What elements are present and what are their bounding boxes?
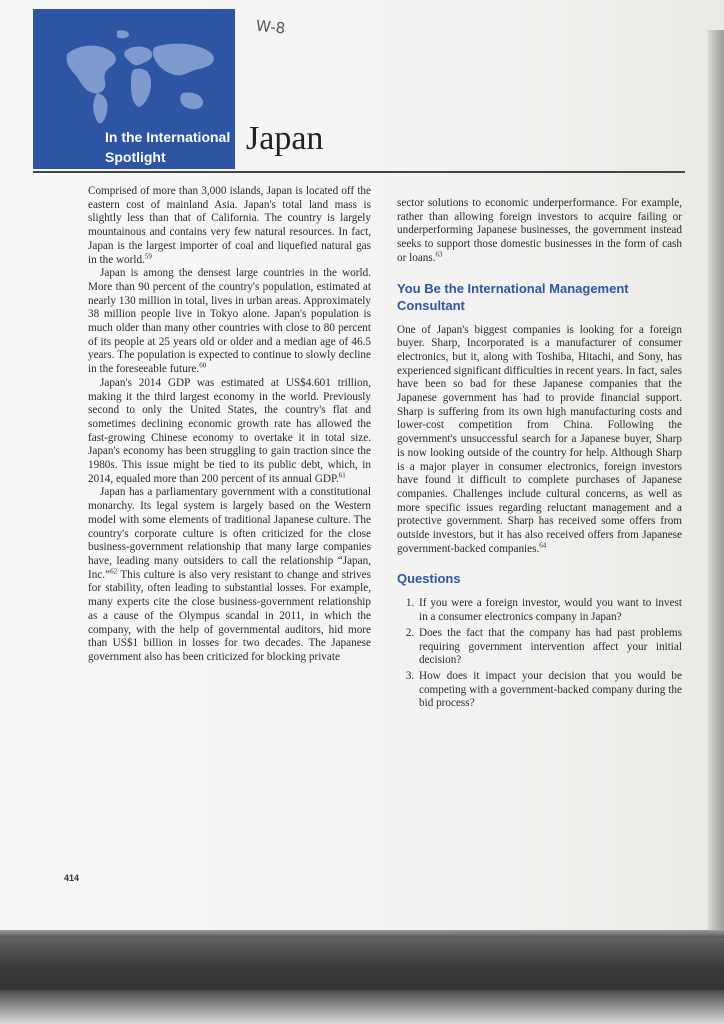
right-column: [397, 197, 682, 713]
paragraph-population: Japan is among the densest large countries in the world. More than 90 percent of the country's population, estimated at nearly 130 million in total, lives in urban areas. Approximately 38 million people live in Tokyo alone. Japan's population is much older than many other countries with close to 80 percent of its people at 25 years old or older and a median age of 46.5 years. The population is expected to continue to slowly decline in the foreseeable future.$^{60}$: [88, 267, 371, 376]
page-edge-shadow: [708, 30, 724, 960]
spotlight-label: [105, 127, 230, 167]
scanner-light-strip: [0, 990, 724, 1024]
question-item: 2. Does the fact that the company has had past problems requiring government intervention affect your initial decision?: [417, 627, 682, 668]
left-column: [88, 185, 371, 665]
header-rule: [33, 171, 685, 173]
questions-list: [397, 597, 682, 711]
questions-heading: Questions: [397, 571, 461, 587]
handwritten-note: W-8: [255, 16, 287, 38]
paragraph-government: Japan has a parliamentary government with a constitutional monarchy. Its legal system is largely based on the Western model with some elements of traditional Japanese culture. The country's corporate culture is often criticized for the close business-government relationship that many large companies have, leading many outsiders to call the relationship “Japan, Inc.”$^{62}$ This culture is also very resistant to change and strives for stability, often leading to substantial losses. For example, many experts cite the close business-government relationship as a cause of the Olympus scandal in 2011, in which the company, with the help of governmental auditors, hid more than US$1 billion in losses for two decades. The Japanese government also has been criticized for blocking private: [88, 486, 371, 663]
spotlight-label-line2: Spotlight: [105, 149, 166, 165]
question-item: 3. How does it impact your decision that you would be competing with a government-backed company during the bid process?: [417, 670, 682, 711]
spotlight-label-line1: In the International: [105, 129, 231, 145]
page-title: Japan: [246, 120, 324, 157]
question-item: 1. If you were a foreign investor, would you want to invest in a consumer electronics company in Japan?: [417, 597, 682, 624]
paragraph-continuation: sector solutions to economic underperformance. For example, rather than allowing foreign investors to acquire failing or underperforming Japanese businesses, the government instead seeks to support those domestic businesses in the form of cash or loans.$^{63}$: [397, 197, 682, 264]
spotlight-banner: [33, 9, 235, 169]
paragraph-economy: Japan's 2014 GDP was estimated at US$4.601 trillion, making it the third largest economy in the world. Previously second to only the United States, the country's flat and sometimes declining economic growth rate has allowed the fast-growing Chinese economy to overtake it in total size. Japan's economy has been struggling to gain traction since the 1980s. This issue might be tied to its public debt, which, in 2014, equaled more than 200 percent of its annual GDP.$^{61}$: [88, 376, 371, 485]
page-number: 414: [64, 873, 80, 883]
scanner-bottom-band: [0, 930, 724, 1024]
paragraph-case: One of Japan's biggest companies is looking for a foreign buyer. Sharp, Incorporated is a manufacturer of consumer electronics, but it, along with Toshiba, Hitachi, and Sony, has experienced significant difficulties in recent years. In fact, sales have been so bad for these Japanese companies that the Japanese government has had to provide financial support. Sharp is suffering from its own high manufacturing costs and lower-cost competition from China. Following the government's unsuccessful search for a Japanese buyer, Sharp is now looking outside of the country for help. Although Sharp is a major player in consumer electronics, foreign investors have found it difficult to complete purchases of Japanese companies. Challenges include cultural concerns, as well as more specific issues regarding reluctant management and a protective government. Sharp has received some offers from outside investors, but it has also received offers from Japanese government-backed companies.$^{64}$: [397, 323, 682, 555]
case-heading: You Be the International Management Consultant: [397, 280, 629, 313]
paragraph-geography: Comprised of more than 3,000 islands, Japan is located off the eastern cost of mainland Asia. Japan's total land mass is slightly less than that of California. The country is largely mountainous and contains very few natural resources. In fact, Japan is the largest importer of coal and liquefied natural gas in the world.$^{59}$: [88, 185, 371, 266]
